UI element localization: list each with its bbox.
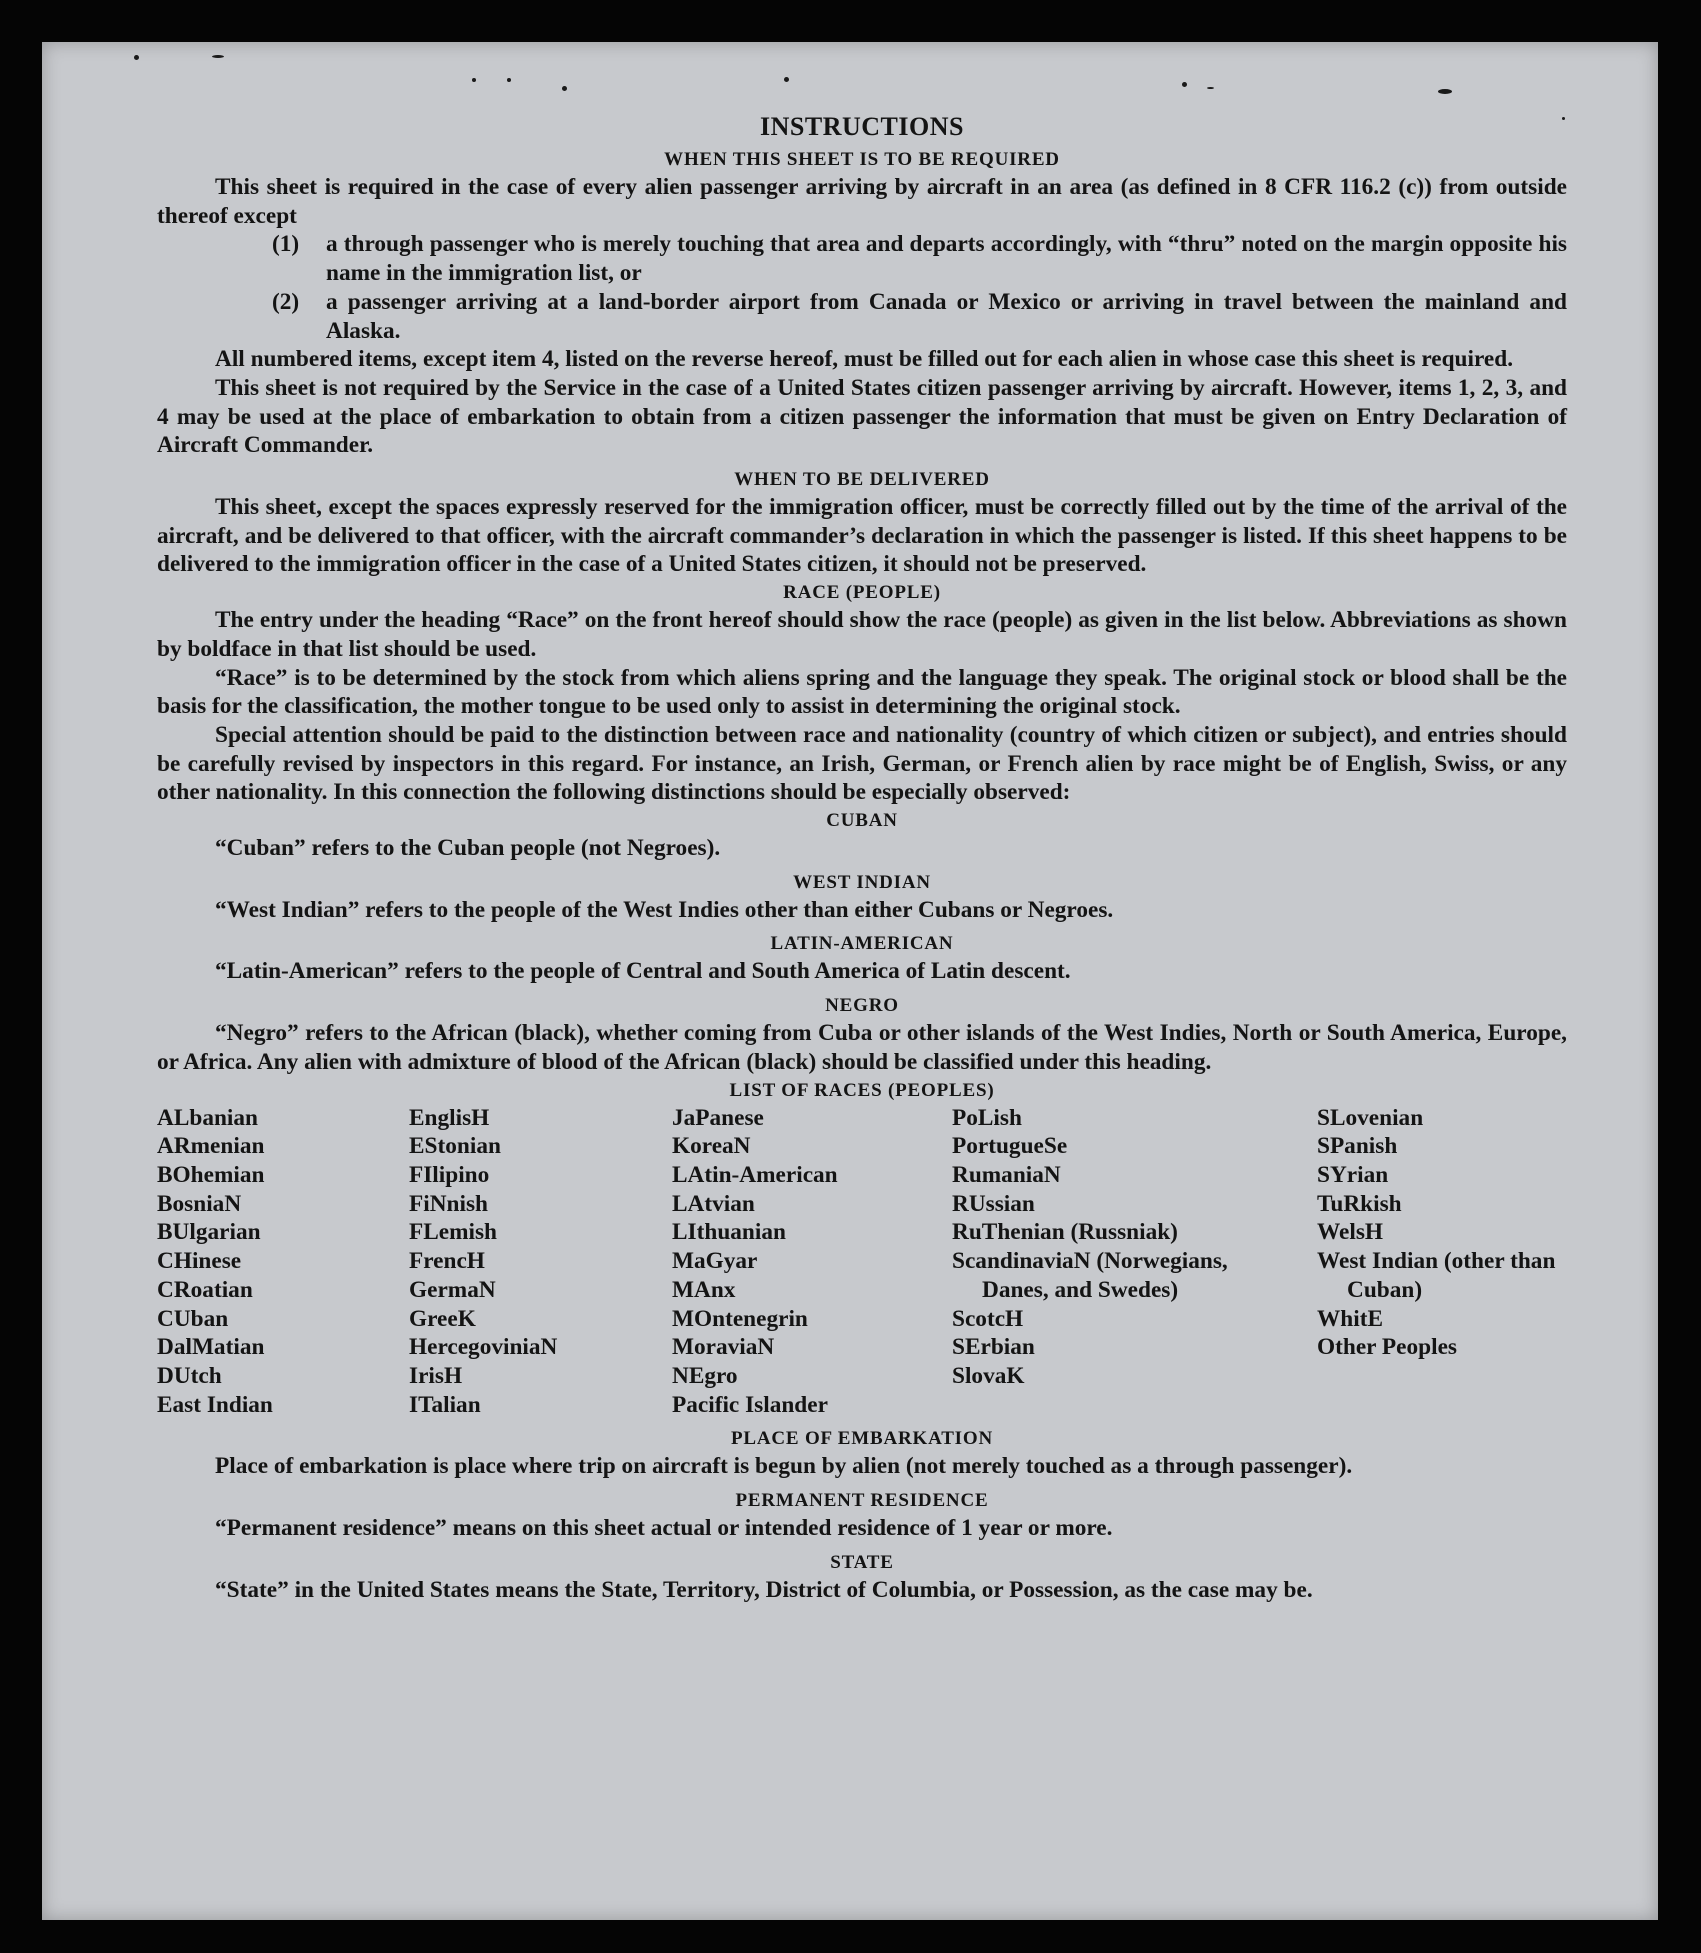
race-list-item: GermaN bbox=[409, 1276, 496, 1303]
race-list-item: CRoatian bbox=[157, 1276, 253, 1303]
races-column-2 bbox=[409, 1104, 672, 1420]
race-list-item: HercegoviniaN bbox=[409, 1334, 558, 1361]
heading-negro: NEGRO bbox=[825, 995, 899, 1017]
heading-west-indian: WEST INDIAN bbox=[793, 871, 931, 893]
exception-item-1 bbox=[272, 230, 1567, 287]
race-list-item: FIlipino bbox=[409, 1161, 490, 1188]
race-list-item: ScandinaviaN (Norwegians, Danes, and Swedes) bbox=[952, 1248, 1228, 1303]
heading-when-delivered: WHEN TO BE DELIVERED bbox=[734, 469, 990, 491]
race-list-item: WelsH bbox=[1317, 1219, 1384, 1246]
race-list-item: FrencH bbox=[409, 1248, 485, 1275]
race-list-item: CHinese bbox=[157, 1248, 242, 1275]
race-list-item: LAtin-American bbox=[672, 1161, 838, 1188]
races-column-5 bbox=[1317, 1104, 1567, 1420]
heading-cuban: CUBAN bbox=[826, 810, 898, 832]
race-list-item: RumaniaN bbox=[952, 1161, 1061, 1188]
race-list-item: ITalian bbox=[409, 1391, 481, 1418]
race-paragraph-1: The entry under the heading “Race” on the front hereof should show the race (people) as given in the list below. Abbreviations as shown by boldface in that list should be used. bbox=[157, 607, 1567, 662]
heading-place-of-embarkation: PLACE OF EMBARKATION bbox=[731, 1428, 993, 1450]
embarkation-paragraph: Place of embarkation is place where trip on aircraft is begun by alien (not merely touched as a through passenger). bbox=[215, 1453, 1353, 1480]
race-list-item: RUssian bbox=[952, 1190, 1035, 1217]
race-list-item: Pacific Islander bbox=[672, 1391, 828, 1418]
race-list-item: MoraviaN bbox=[672, 1334, 775, 1361]
race-list-item: ARmenian bbox=[157, 1133, 265, 1160]
race-list-item: RuThenian (Russniak) bbox=[952, 1219, 1178, 1246]
race-list-item: KoreaN bbox=[672, 1133, 751, 1160]
race-list-item: EnglisH bbox=[409, 1104, 490, 1131]
races-column-1 bbox=[157, 1104, 409, 1420]
race-list-item: SLovenian bbox=[1317, 1104, 1424, 1131]
race-list-item: EStonian bbox=[409, 1133, 501, 1160]
delivered-paragraph: This sheet, except the spaces expressly reserved for the immigration officer, must be correctly filled out by the time of the arrival of the aircraft, and be delivered to that officer, with the aircraft commander’s declaration in which the passenger is listed. If this sheet happens to be delivered to the immigration officer in the case of a United States citizen, it should not be preserved. bbox=[157, 494, 1567, 578]
race-list-item: LIthuanian bbox=[672, 1219, 786, 1246]
race-list-item: FiNnish bbox=[409, 1190, 488, 1217]
race-list-item: BosniaN bbox=[157, 1190, 242, 1217]
required-paragraph-2: All numbered items, except item 4, listed on the reverse hereof, must be filled out for each alien in whose case this sheet is required. bbox=[215, 346, 1514, 373]
race-list-item: SlovaK bbox=[952, 1362, 1025, 1389]
race-paragraph-2: “Race” is to be determined by the stock from which aliens spring and the language they speak. The original stock or blood shall be the basis for the classification, the mother tongue to be used only to assist in determining the original stock. bbox=[157, 664, 1567, 720]
residence-paragraph: “Permanent residence” means on this sheet actual or intended residence of 1 year or more. bbox=[215, 1515, 1113, 1542]
race-list-item: East Indian bbox=[157, 1391, 273, 1418]
race-list-item: TuRkish bbox=[1317, 1190, 1402, 1217]
race-list-item: PortugueSe bbox=[952, 1133, 1068, 1160]
exception-number: (2) bbox=[272, 288, 300, 315]
races-column-3 bbox=[672, 1104, 952, 1420]
races-column-4 bbox=[952, 1104, 1237, 1420]
race-list-item: JaPanese bbox=[672, 1104, 764, 1131]
exception-item-2 bbox=[272, 288, 1567, 345]
heading-when-required: WHEN THIS SHEET IS TO BE REQUIRED bbox=[664, 149, 1060, 170]
required-paragraph-3: This sheet is not required by the Service in the case of a United States citizen passenger arriving by aircraft. However, items 1, 2, 3, and 4 may be used at the place of embarkation to obtain from a citizen passenger the information that must be given on Entry Declaration of Aircraft Commander. bbox=[157, 374, 1567, 459]
west-indian-paragraph: “West Indian” refers to the people of the West Indies other than either Cubans or Negroes. bbox=[215, 896, 1114, 923]
heading-list-of-races: LIST OF RACES (PEOPLES) bbox=[729, 1079, 995, 1101]
required-paragraph-1: This sheet is required in the case of every alien passenger arriving by aircraft in an area (as defined in 8 CFR 116.2 (c)) from outside thereof except bbox=[157, 174, 1567, 229]
race-list-item: BOhemian bbox=[157, 1161, 265, 1188]
exception-text: a through passenger who is merely touching that area and departs accordingly, with “thru” noted on the margin opposite his name in the immigration list, or bbox=[326, 231, 1567, 287]
exception-number: (1) bbox=[272, 231, 300, 258]
race-list-item: GreeK bbox=[409, 1305, 476, 1332]
race-list-item: NEgro bbox=[672, 1362, 738, 1389]
race-list-item: Other Peoples bbox=[1317, 1334, 1457, 1361]
race-list-item: DUtch bbox=[157, 1362, 222, 1389]
race-list-item: SErbian bbox=[952, 1334, 1035, 1361]
latin-american-paragraph: “Latin-American” refers to the people of Central and South America of Latin descent. bbox=[215, 958, 1071, 985]
heading-latin-american: LATIN-AMERICAN bbox=[770, 933, 954, 955]
race-list-item: LAtvian bbox=[672, 1190, 755, 1217]
race-list-item: SPanish bbox=[1317, 1133, 1398, 1160]
document-page bbox=[42, 42, 1658, 1920]
heading-race: RACE (PEOPLE) bbox=[783, 582, 941, 604]
negro-paragraph: “Negro” refers to the African (black), whether coming from Cuba or other islands of the West Indies, North or South America, Europe, or Africa. Any alien with admixture of blood of the African (black) should be classified under this heading. bbox=[157, 1020, 1567, 1075]
race-list-item: MOntenegrin bbox=[672, 1305, 808, 1332]
exception-text: a passenger arriving at a land-border airport from Canada or Mexico or arriving in travel between the mainland and Alaska. bbox=[326, 288, 1567, 344]
race-list-item: PoLish bbox=[952, 1104, 1022, 1131]
race-list-item: BUlgarian bbox=[157, 1219, 261, 1246]
cuban-paragraph: “Cuban” refers to the Cuban people (not Negroes). bbox=[215, 835, 721, 862]
race-list-item: DalMatian bbox=[157, 1334, 265, 1361]
race-list-item: IrisH bbox=[409, 1362, 463, 1389]
race-list-item: MAnx bbox=[672, 1276, 736, 1303]
race-list-item: ALbanian bbox=[157, 1104, 259, 1131]
heading-permanent-residence: PERMANENT RESIDENCE bbox=[735, 1490, 989, 1512]
race-list-item: WhitE bbox=[1317, 1305, 1384, 1332]
races-list bbox=[157, 1104, 1567, 1420]
race-paragraph-3: Special attention should be paid to the distinction between race and nationality (country of which citizen or subject), and entries should be carefully revised by inspectors in this regard. For instance, an Irish, German, or French alien by race might be of English, Swiss, or any other nationality. In this connection the following distinctions should be especially observed: bbox=[157, 721, 1567, 806]
race-list-item: West Indian (other than Cuban) bbox=[1317, 1248, 1556, 1303]
page-title: INSTRUCTIONS bbox=[760, 112, 964, 141]
race-list-item: CUban bbox=[157, 1305, 229, 1332]
race-list-item: SYrian bbox=[1317, 1161, 1389, 1188]
state-paragraph: “State” in the United States means the State, Territory, District of Columbia, or Possession, as the case may be. bbox=[215, 1576, 1313, 1603]
instructions-content bbox=[157, 112, 1567, 1604]
race-list-item: MaGyar bbox=[672, 1248, 758, 1275]
heading-state: STATE bbox=[830, 1551, 894, 1573]
race-list-item: ScotcH bbox=[952, 1305, 1024, 1332]
race-list-item: FLemish bbox=[409, 1219, 498, 1246]
